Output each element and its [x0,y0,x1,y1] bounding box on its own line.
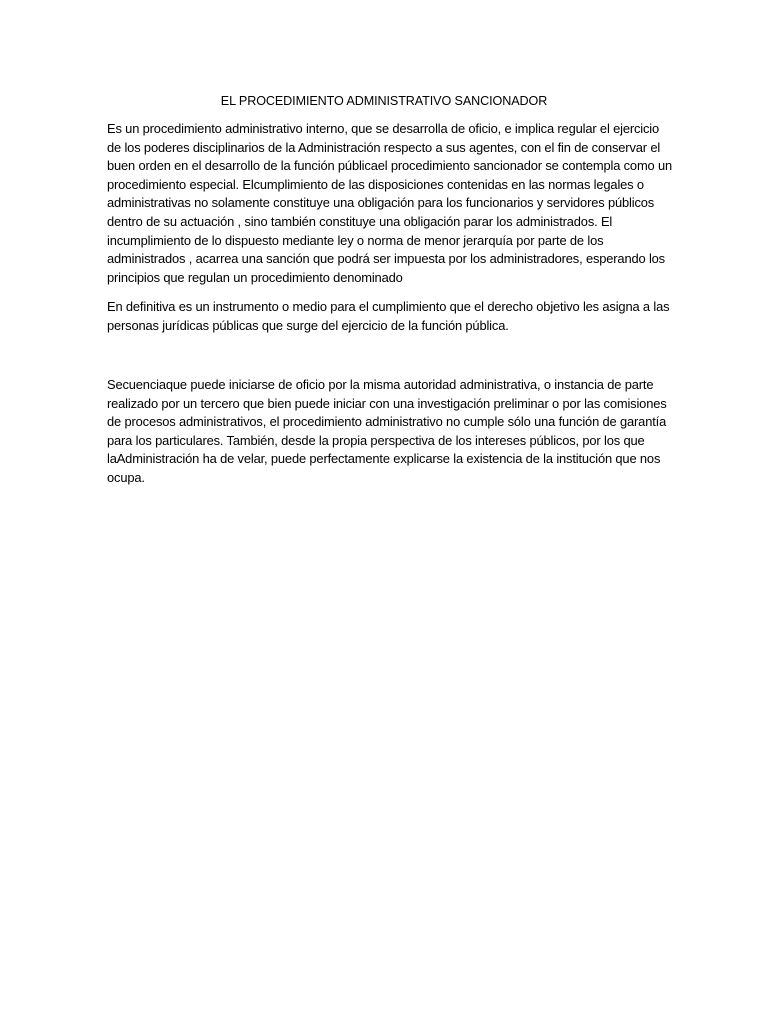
document-title: EL PROCEDIMIENTO ADMINISTRATIVO SANCIONADOR [220,94,548,108]
paragraph-instrument: En definitiva es un instrumento o medio para el cumplimiento que el derecho objetivo les asigna a las personas jurídicas públicas que surge del ejercicio de la función pública. [107,299,670,333]
paragraph-sequence: Secuenciaque puede iniciarse de oficio por la misma autoridad administrativa, o instancia de parte realizado por un tercero que bien puede iniciar con una investigación preliminar o por las comisiones de procesos administrativos, el procedimiento administrativo no cumple sólo una función de garantía para los particulares. También, desde la propia perspectiva de los intereses públicos, por los que laAdministración ha de velar, puede perfectamente explicarse la existencia de la institución que nos ocupa. [107,377,667,485]
paragraph-definition: Es un procedimiento administrativo interno, que se desarrolla de oficio, e implica regular el ejercicio de los poderes disciplinarios de la Administración respecto a sus agentes, con el fin de conservar el buen orden en el desarrollo de la función públicael procedimiento sancionador se contempla como un procedimiento especial. Elcumplimiento de las disposiciones contenidas en las normas legales o administrativas no solamente constituye una obligación para los funcionarios y servidores públicos dentro de su actuación , sino también constituye una obligación parar los administrados. El incumplimiento de lo dispuesto mediante ley o norma de menor jerarquía por parte de los administrados , acarrea una sanción que podrá ser impuesta por los administradores, esperando los principios que regulan un procedimiento denominado [107,121,673,285]
